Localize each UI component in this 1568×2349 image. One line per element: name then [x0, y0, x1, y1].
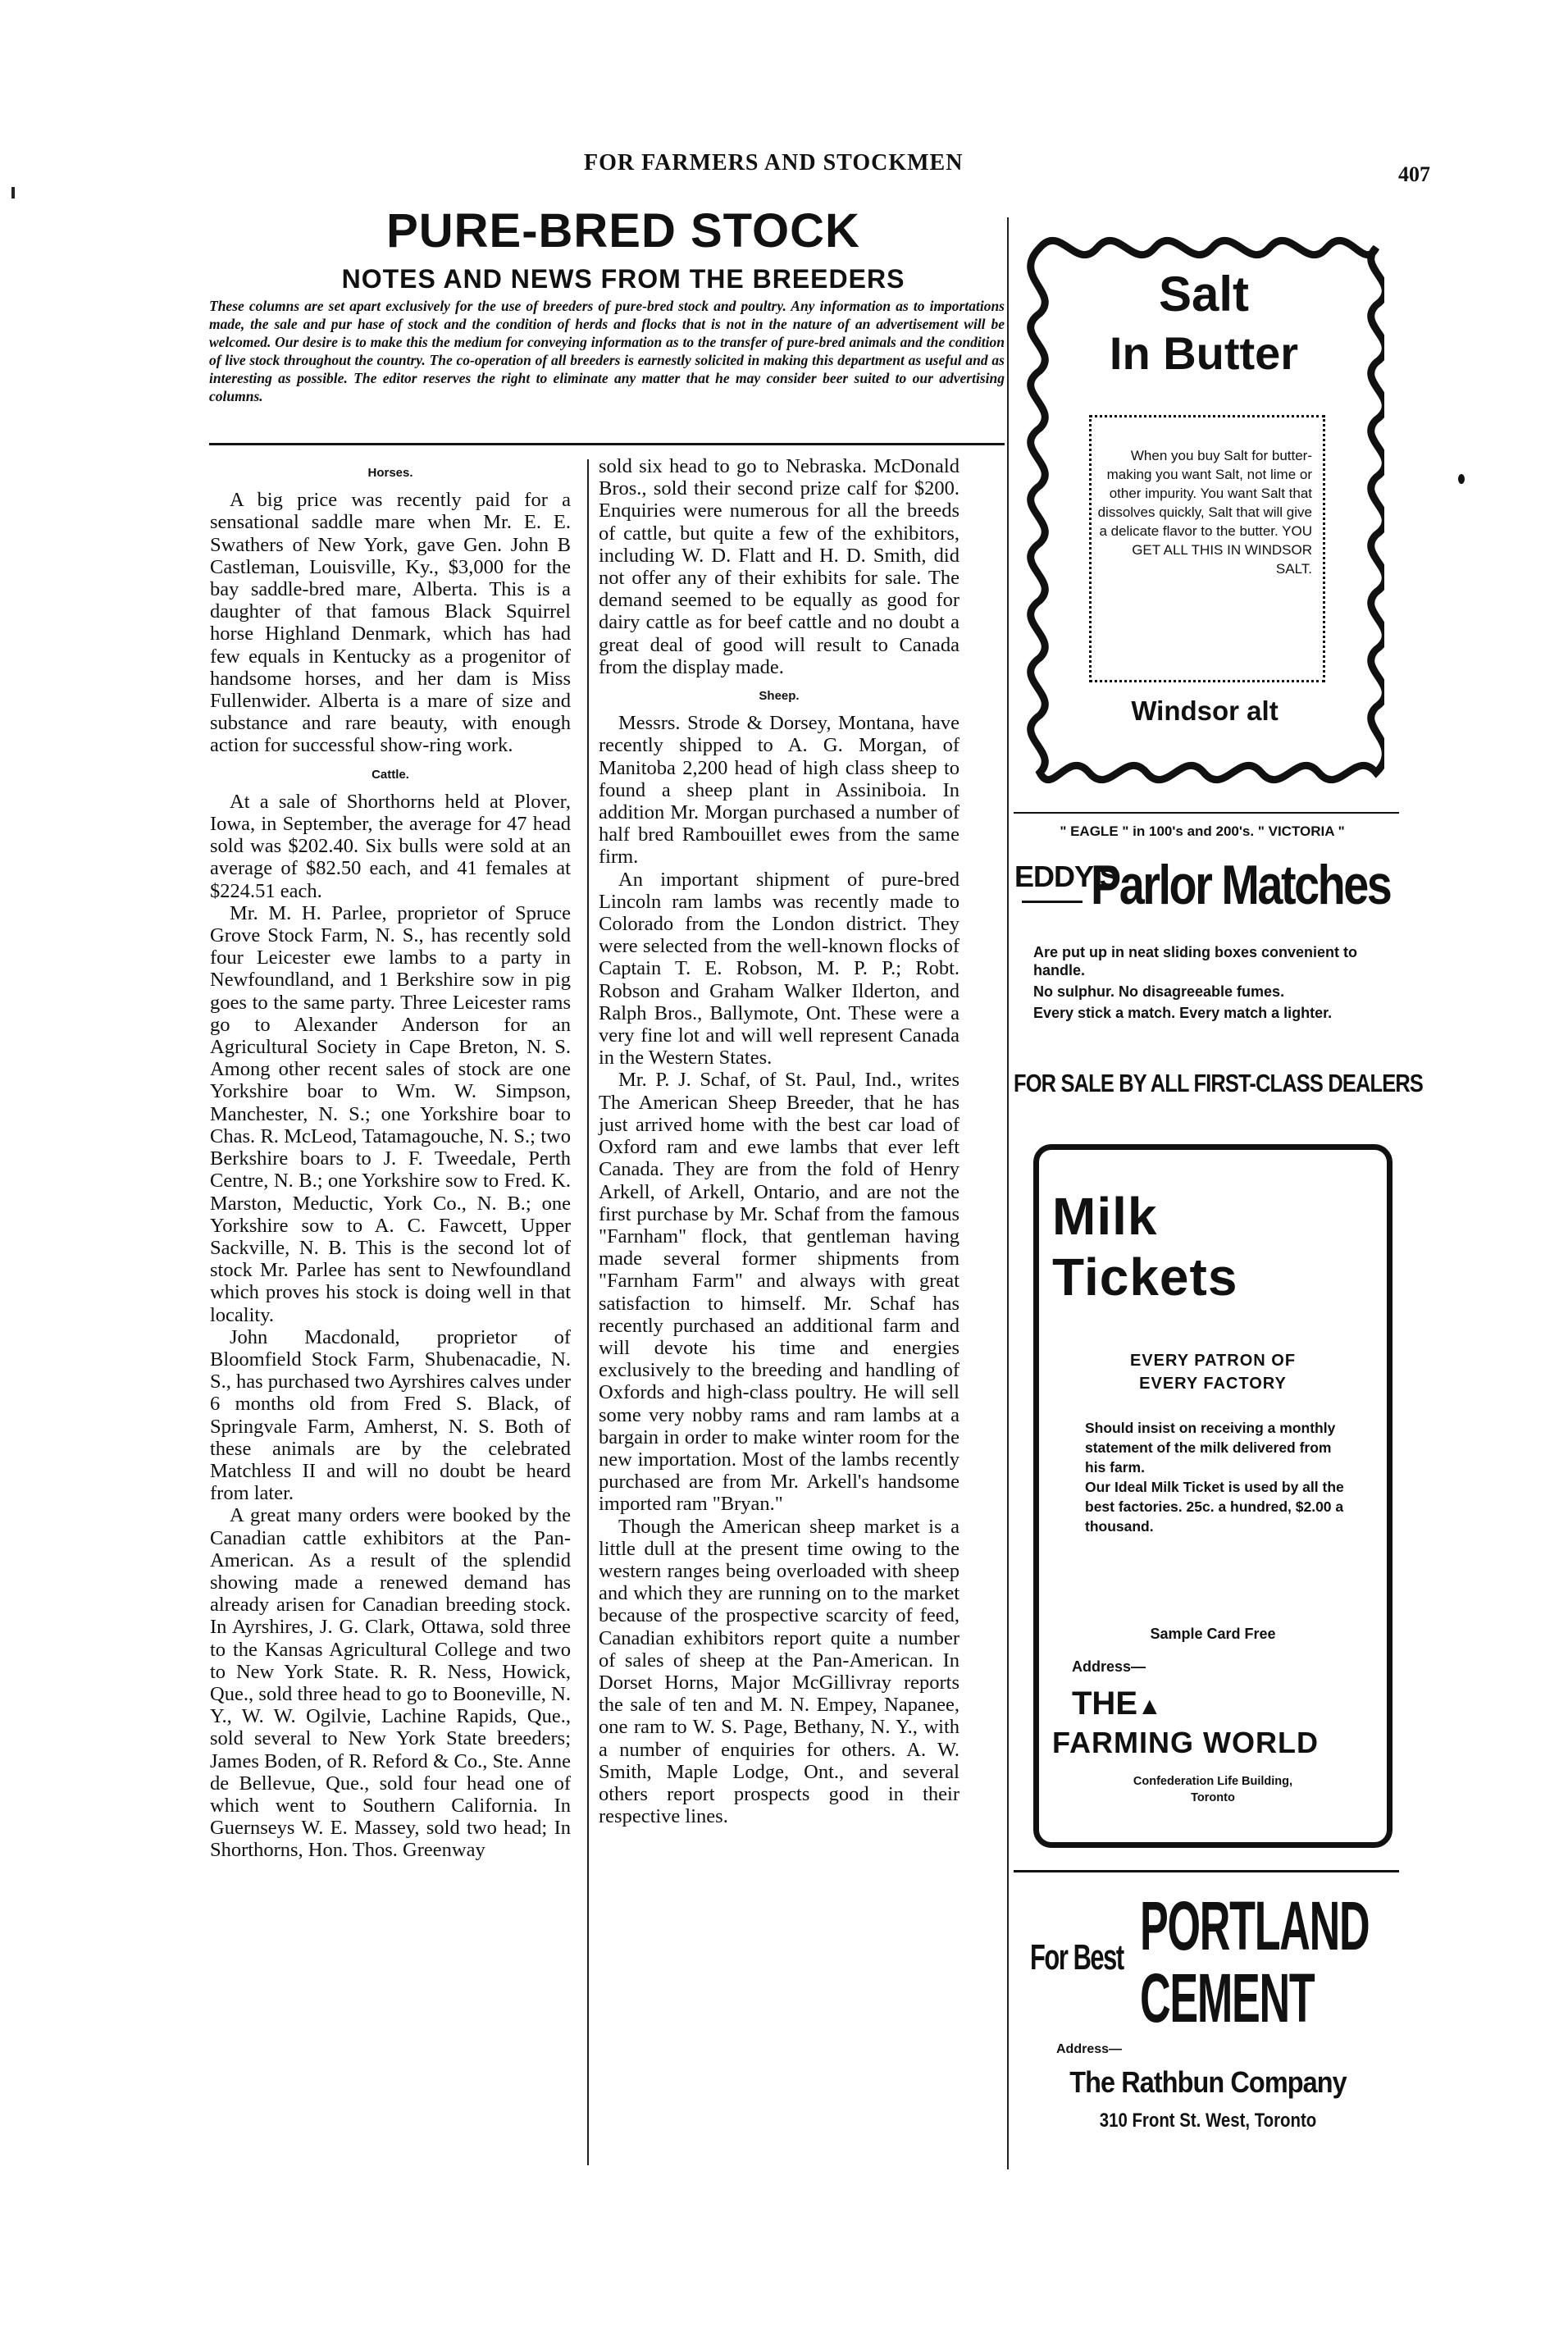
milk-every-1: EVERY PATRON OF [1129, 1352, 1297, 1370]
paragraph-cattle-4: A great many orders were booked by the Canadian cattle exhibitors at the Pan-American. As a result of the splendid showing made a renewed demand has already arisen for Canadian breeding stock. In Ayrshires, J. G. Clark, Ottawa, sold three to the Kansas Agricultural College and two to New York State. R. R. Ness, Howick, Que., sold three head to go to Booneville, N. Y., W. W. Ogilvie, Lachine Rapids, Que., sold several to New York State breeders; James Boden, of R. Reford & Co., Ste. Anne de Bellevue, Que., sold four head one of which went to Southern California. In Guernseys W. E. Massey, sold two head; In Shorthorns, Hon. Thos. Greenway [210, 1504, 571, 1862]
paragraph-continued: sold six head to go to Nebraska. McDonald Bros., sold their second prize calf for $200. Enquiries were numerous for all the breeds of cattle, but quite a few of the exhibitors, including W. D. Flatt and H. D. Smith, did not offer any of their exhibits for sale. The demand seemed to be equally as good for dairy cattle as for beef cattle and no doubt a great deal of good will result to Canada from the display made. [599, 455, 959, 678]
paragraph-cattle-2: Mr. M. H. Parlee, proprietor of Spruce Grove Stock Farm, N. S., has recently sold four Leicester ewe lambs to a party in Newfoundland, and 1 Berkshire sow in pig goes to the same party. Three Leicester rams go to Alexander Anderson for an Agricultural Society in Cape Breton, N. S. Among other recent sales of stock are one Yorkshire boar to Wm. W. Simpson, Manchester, N. S.; one Yorkshire boar to Chas. R. McLeod, Tatamagouche, N. S.; two Berkshire boars to J. F. Tweedale, Perth Centre, N. B.; one Yorkshire sow to Fred. K. Marston, Meductic, York Co., N. B.; one Yorkshire sow to A. C. Fawcett, Upper Sackville, N. B. This is the second lot of stock Mr. Parlee has sent to Newfoundland which proves his stock is doing well in that locality. [210, 901, 571, 1326]
section-head-cattle: Cattle. [371, 767, 409, 782]
page-edge-mark [11, 187, 15, 198]
paragraph-cattle-1: At a sale of Shorthorns held at Plover, Iowa, in September, the average for 47 head sold was $202.40. Six bulls were sold at an average of $82.50 each, and 41 females at $224.51 each. [210, 790, 571, 902]
header-rule [209, 443, 1005, 445]
page-number: 407 [1398, 162, 1430, 186]
matches-text [1033, 943, 1386, 1025]
salt-title-2: In Butter [1109, 327, 1299, 379]
salt-body-text: When you buy Salt for butter-making you want Salt, not lime or other impurity. You want Salt that dissolves quickly, Salt that will give a delicate flavor to the butter. YOU GET ALL THIS IN WINDSOR SALT. [1097, 448, 1312, 577]
milk-address-label: Address— [1072, 1658, 1146, 1675]
matches-text-1: Are put up in neat sliding boxes convenient to handle. [1033, 944, 1358, 978]
column-divider [587, 459, 589, 2165]
arrow-icon [1022, 901, 1083, 903]
matches-parlor-title: Parlor Matches [1091, 854, 1391, 916]
section-head-horses: Horses. [367, 466, 413, 480]
milk-body [1085, 1418, 1347, 1536]
cement-for-best: For Best [1030, 1937, 1124, 1977]
page-subtitle: NOTES AND NEWS FROM THE BREEDERS [341, 264, 905, 294]
salt-signature: Windsor alt [1131, 696, 1279, 726]
matches-text-2: No sulphur. No disagreeable fumes. [1033, 983, 1285, 1000]
ad-rule-1 [1014, 812, 1399, 814]
cement-cement: CEMENT [1140, 1959, 1315, 2037]
paragraph-sheep-2: An important shipment of pure-bred Lincoln ram lambs was recently made to Colorado from the London district. They were selected from the well-known flocks of Captain T. E. Robson, M. P. P.; Robt. Robson and Graham Walker Ilderton, and Ralph Bros., Ballymote, Ont. These were a very fine lot and will well represent Canada in the Western States. [599, 868, 959, 1070]
cement-company: The Rathbun Company [1069, 2065, 1347, 2099]
intro-paragraph: These columns are set apart exclusively for the use of breeders of pure-bred stock and poultry. Any information as to importations made, the sale and pur hase of stock and the condition of herds and flocks that is not in the nature of an advertisement will be welcomed. Our desire is to make this the medium for conveying information as to the transfer of pure-bred animals and the condition of live stock throughout the country. The co-operation of all breeders is earnestly solicited in making this department as useful and as interesting as possible. The editor reserves the right to eliminate any matter that he may consider beer suited to our advertising columns. [209, 298, 1005, 404]
milk-the [1072, 1685, 1162, 1722]
paragraph-sheep-1: Messrs. Strode & Dorsey, Montana, have recently shipped to A. G. Morgan, of Manitoba 2,200 head of high class sheep to found a sheep plant in Assiniboia. In addition Mr. Morgan purchased a number of half bred Rambouillet ewes from the same firm. [599, 712, 959, 869]
matches-brands-line: " EAGLE " in 100's and 200's. " VICTORIA " [1060, 823, 1345, 839]
cement-address-label: Address— [1056, 2042, 1123, 2056]
plow-icon: ▲ [1137, 1693, 1162, 1720]
cement-portland: PORTLAND [1140, 1887, 1370, 1964]
ad-milk-tickets [1033, 1144, 1393, 1848]
milk-body-1: Should insist on receiving a monthly statement of the milk delivered from his farm. [1085, 1420, 1336, 1476]
milk-body-2: Our Ideal Milk Ticket is used by all the best factories. 25c. a hundred, $2.00 a thousand. [1085, 1479, 1344, 1535]
ad-portland-cement [1023, 1886, 1393, 2149]
paragraph-sheep-4: Though the American sheep market is a little dull at the present time owing to the western ranges being overloaded with sheep and which they are running on to the market because of the prospective scarcity of feed, Canadian exhibitors report quite a number of sales of sheep at the Pan-American. In Dorset Horns, Major McGillivray reports the sale of ten and M. N. Empey, Napanee, one ram to W. S. Page, Bethany, N. Y., with a number of enquiries for others. A. W. Smith, Maple Lodge, Ont., and several others report prospects good in their respective lines. [599, 1515, 959, 1828]
running-head: FOR FARMERS AND STOCKMEN [584, 150, 964, 176]
milk-every-2: EVERY FACTORY [1139, 1375, 1287, 1393]
margin-dot [1458, 474, 1465, 484]
milk-farming-world: FARMING WORLD [1052, 1726, 1319, 1759]
matches-for-sale: FOR SALE BY ALL FIRST-CLASS DEALERS [1014, 1069, 1424, 1097]
ad-column-divider [1007, 217, 1009, 2169]
paragraph-sheep-3: Mr. P. J. Schaf, of St. Paul, Ind., writes The American Sheep Breeder, that he has just arrived home with the best car load of Oxford ram and ewe lambs that ever left Canada. They are from the fold of Henry Arkell, of Arkell, Ontario, and are not the first purchase by Mr. Schaf from the famous "Farnham" flock, that gentleman having made several former shipments from "Farnham Farm" and always with great satisfaction to himself. Mr. Schaf has recently purchased an additional farm and will devote his time and energies exclusively to the breeding and handling of Oxfords and high-class poultry. He will sell some very nobby rams and ram lambs at a bargain in order to make winter room for the new importation. Most of the lambs recently purchased are from Mr. Arkell's handsome imported ram "Bryan." [599, 1069, 959, 1516]
salt-title-1: Salt [1158, 267, 1250, 322]
section-head-sheep: Sheep. [759, 689, 800, 704]
matches-text-3: Every stick a match. Every match a lighter. [1033, 1005, 1333, 1021]
article-column-1 [210, 455, 571, 1862]
milk-title-2: Tickets [1052, 1247, 1238, 1307]
milk-title-1: Milk [1052, 1187, 1158, 1246]
milk-conf-2: Toronto [1191, 1791, 1235, 1804]
ad-rule-2 [1014, 1870, 1399, 1872]
milk-confederation [1039, 1773, 1387, 1806]
milk-the-text: THE [1072, 1685, 1137, 1722]
page-title: PURE-BRED STOCK [386, 204, 860, 258]
article-column-2 [599, 455, 959, 1827]
ad-windsor-salt [1023, 215, 1384, 799]
milk-conf-1: Confederation Life Building, [1133, 1775, 1293, 1788]
cement-street: 310 Front St. West, Toronto [1099, 2110, 1317, 2132]
matches-eddys: EDDY'S [1014, 860, 1119, 893]
paragraph-cattle-3: John Macdonald, proprietor of Bloomfield Stock Farm, Shubenacadie, N. S., has purchased two Ayrshires calves under 6 months old from Fred S. Black, of Springvale Farm, Amherst, N. S. Both of these animals are by the celebrated Matchless II and will no doubt be heard from later. [210, 1325, 572, 1505]
paragraph-horses: A big price was recently paid for a sensational saddle mare when Mr. E. E. Swathers of New York, gave Gen. John B Castleman, Louisville, Ky., $3,000 for the bay saddle-bred mare, Alberta. This is a daughter of that famous Black Squirrel horse Highland Denmark, which has had few equals in Kentucky as a progenitor of handsome horses, and her dam is Miss Fullenwider. Alberta is a mare of size and substance and rare beauty, with enough action for successful show-ring work. [210, 489, 571, 757]
milk-sample-card: Sample Card Free [1150, 1626, 1276, 1642]
